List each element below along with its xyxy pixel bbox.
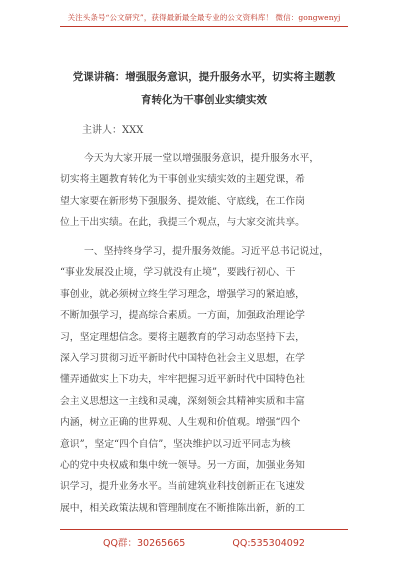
paragraph-intro: [60, 148, 350, 234]
title-line-2: 育转化为干事创业实绩实效: [141, 94, 267, 106]
text-line: 事创业，就必须树立终生学习理念，增强学习的紧迫感，: [60, 288, 305, 300]
text-line: 位上干出实绩。在此，我提三个观点，与大家交流共享。: [60, 217, 305, 229]
text-line: 心的党中央权威和集中统一领导。另一方面，加强业务知: [60, 460, 305, 472]
text-line: 内涵，树立正确的世界观、人生观和价值观。增强“四个: [60, 417, 301, 429]
paragraph-section-1: [60, 241, 350, 519]
text-line: 今天为大家开展一堂以增强服务意识，提升服务水平，: [84, 153, 320, 164]
text-line: 意识”，坚定“四个自信”，坚决维护以习近平同志为核: [60, 438, 291, 450]
text-line: 会主义思想这一主线和灵魂，深刻领会其精神实质和丰富: [60, 395, 305, 407]
text-line: 切实将主题教育转化为干事创业实绩实效的主题党课，希: [60, 174, 305, 186]
text-line: “事业发展没止境，学习就没有止境”，要践行初心、干: [60, 267, 296, 279]
text-line: 望大家要在新形势下强服务、提效能、守底线，在工作岗: [60, 195, 305, 207]
text-line: 展中，相关政策法规和管理制度在不断推陈出新，新的工: [60, 502, 305, 514]
text-line: 懂弄通做实上下功夫，牢牢把握习近平新时代中国特色社: [60, 374, 305, 386]
header-divider: [60, 26, 348, 27]
text-line: 一、坚持终身学习，提升服务效能。习近平总书记说过，: [84, 246, 329, 257]
footer-qq-group: QQ群：30265665: [103, 538, 186, 549]
footer-contacts: [0, 535, 408, 549]
footer-qq-number: QQ:535304092: [232, 538, 305, 549]
footer-divider: [60, 529, 348, 530]
header-banner: 关注头条号“公文研究”，获得最新最全最专业的公文资料库！ 微信：gongwenyj: [67, 13, 341, 22]
speaker-line: 主讲人：XXX: [82, 125, 144, 136]
text-line: 深入学习贯彻习近平新时代中国特色社会主义思想，在学: [60, 353, 305, 365]
text-line: 不断加强学习，提高综合素质。一方面，加强政治理论学: [60, 310, 305, 322]
title-line-1: 党课讲稿：增强服务意识，提升服务水平，切实将主题教: [72, 71, 336, 83]
document-title: [58, 66, 350, 112]
text-line: 识学习，提升业务水平。当前建筑业科技创新正在飞速发: [60, 481, 305, 493]
text-line: 习，坚定理想信念。要将主题教育的学习动态坚持下去，: [60, 331, 305, 343]
